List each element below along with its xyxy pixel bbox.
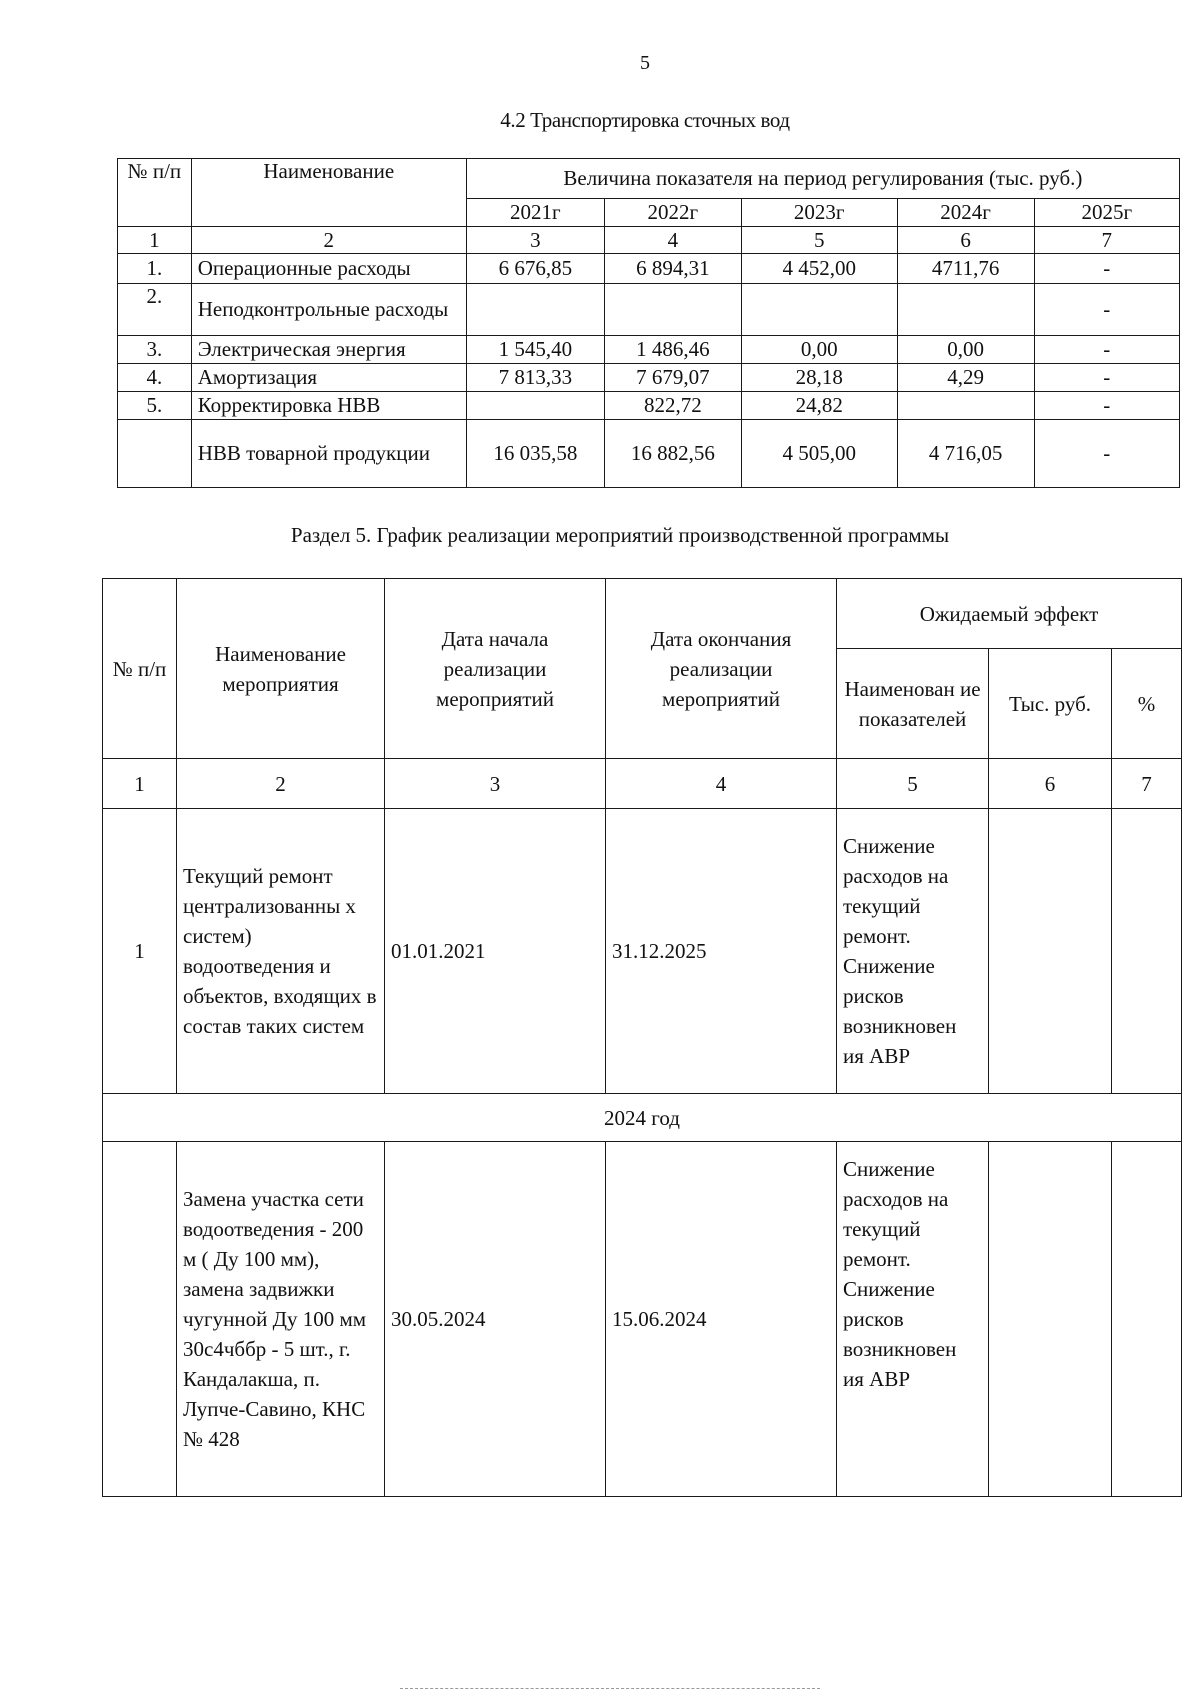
value-2022: 1 486,46	[604, 336, 741, 364]
index-cell: 3	[466, 227, 604, 254]
index-row	[118, 227, 1180, 254]
header-name: Наименование	[191, 159, 466, 227]
header-year: 2023г	[741, 199, 897, 227]
row-end-date: 15.06.2024	[606, 1142, 837, 1497]
row-name: Текущий ремонт централизованны х систем) водоотведения и объектов, входящих в состав таких систем	[177, 809, 385, 1094]
value-2023: 4 505,00	[741, 420, 897, 488]
row-num: 5.	[118, 392, 192, 420]
table-row	[118, 336, 1180, 364]
header-year: 2022г	[604, 199, 741, 227]
row-name: Корректировка НВВ	[191, 392, 466, 420]
wastewater-transport-table	[117, 158, 1180, 488]
row-rub	[989, 809, 1112, 1094]
row-num	[103, 1142, 177, 1497]
value-2024: 4711,76	[897, 254, 1034, 284]
value-2025: -	[1034, 284, 1179, 336]
row-rub	[989, 1142, 1112, 1497]
value-2022: 6 894,31	[604, 254, 741, 284]
row-name: Амортизация	[191, 364, 466, 392]
row-start-date: 01.01.2021	[385, 809, 606, 1094]
index-cell: 4	[604, 227, 741, 254]
row-pct	[1112, 1142, 1182, 1497]
value-2025: -	[1034, 336, 1179, 364]
header-group: Величина показателя на период регулирования (тыс. руб.)	[466, 159, 1179, 199]
row-num	[118, 420, 192, 488]
value-2022	[604, 284, 741, 336]
row-num: 1	[103, 809, 177, 1094]
page-footer-line	[400, 1688, 820, 1689]
program-schedule-table	[102, 578, 1182, 1497]
value-2025: -	[1034, 420, 1179, 488]
header-start-date: Дата начала реализации мероприятий	[385, 579, 606, 759]
table-row	[118, 392, 1180, 420]
year-row	[103, 1094, 1182, 1142]
table-row	[118, 364, 1180, 392]
value-2023: 24,82	[741, 392, 897, 420]
table-row	[103, 809, 1182, 1094]
header-effect-pct: %	[1112, 649, 1182, 759]
index-cell: 6	[989, 759, 1112, 809]
header-end-date: Дата окончания реализации мероприятий	[606, 579, 837, 759]
header-year: 2021г	[466, 199, 604, 227]
value-2023	[741, 284, 897, 336]
value-2023: 28,18	[741, 364, 897, 392]
value-2024: 4,29	[897, 364, 1034, 392]
header-year: 2024г	[897, 199, 1034, 227]
header-num: № п/п	[103, 579, 177, 759]
value-2021	[466, 284, 604, 336]
index-cell: 4	[606, 759, 837, 809]
value-2023: 0,00	[741, 336, 897, 364]
section-4-2-title: 4.2 Транспортировка сточных вод	[500, 108, 790, 132]
value-2021: 1 545,40	[466, 336, 604, 364]
value-2025: -	[1034, 254, 1179, 284]
index-cell: 7	[1034, 227, 1179, 254]
value-2022: 822,72	[604, 392, 741, 420]
index-cell: 2	[191, 227, 466, 254]
value-2021: 7 813,33	[466, 364, 604, 392]
year-label: 2024 год	[103, 1094, 1182, 1142]
row-num: 1.	[118, 254, 192, 284]
index-cell: 7	[1112, 759, 1182, 809]
index-cell: 3	[385, 759, 606, 809]
row-num: 4.	[118, 364, 192, 392]
row-name: Электрическая энергия	[191, 336, 466, 364]
index-cell: 1	[103, 759, 177, 809]
header-num: № п/п	[118, 159, 192, 227]
value-2021: 16 035,58	[466, 420, 604, 488]
header-name: Наименование мероприятия	[177, 579, 385, 759]
table-row	[118, 254, 1180, 284]
table-row	[103, 1142, 1182, 1497]
row-num: 3.	[118, 336, 192, 364]
table-row	[118, 284, 1180, 336]
row-effect: Снижение расходов на текущий ремонт. Снижение рисков возникновен ия АВР	[837, 1142, 989, 1497]
header-effect-name: Наименован ие показателей	[837, 649, 989, 759]
header-effect-rub: Тыс. руб.	[989, 649, 1112, 759]
row-name: Замена участка сети водоотведения - 200 м ( Ду 100 мм), замена задвижки чугунной Ду 100 мм 30с4чббр - 5 шт., г. Кандалакша, п. Лупче-Савино, КНС № 428	[177, 1142, 385, 1497]
row-pct	[1112, 809, 1182, 1094]
value-2025: -	[1034, 392, 1179, 420]
row-name: Операционные расходы	[191, 254, 466, 284]
value-2024: 4 716,05	[897, 420, 1034, 488]
row-effect: Снижение расходов на текущий ремонт. Снижение рисков возникновен ия АВР	[837, 809, 989, 1094]
value-2024	[897, 392, 1034, 420]
row-name: НВВ товарной продукции	[191, 420, 466, 488]
value-2024: 0,00	[897, 336, 1034, 364]
row-start-date: 30.05.2024	[385, 1142, 606, 1497]
header-expected-effect: Ожидаемый эффект	[837, 579, 1182, 649]
value-2022: 16 882,56	[604, 420, 741, 488]
row-end-date: 31.12.2025	[606, 809, 837, 1094]
value-2025: -	[1034, 364, 1179, 392]
header-year: 2025г	[1034, 199, 1179, 227]
index-cell: 5	[741, 227, 897, 254]
index-cell: 6	[897, 227, 1034, 254]
value-2023: 4 452,00	[741, 254, 897, 284]
value-2021: 6 676,85	[466, 254, 604, 284]
row-num: 2.	[118, 284, 192, 336]
index-cell: 2	[177, 759, 385, 809]
value-2022: 7 679,07	[604, 364, 741, 392]
row-name: Неподконтрольные расходы	[191, 284, 466, 336]
page-number: 5	[640, 52, 650, 74]
index-cell: 5	[837, 759, 989, 809]
value-2024	[897, 284, 1034, 336]
table-row-total	[118, 420, 1180, 488]
value-2021	[466, 392, 604, 420]
section-5-title: Раздел 5. График реализации мероприятий производственной программы	[290, 523, 950, 547]
index-cell: 1	[118, 227, 192, 254]
index-row	[103, 759, 1182, 809]
